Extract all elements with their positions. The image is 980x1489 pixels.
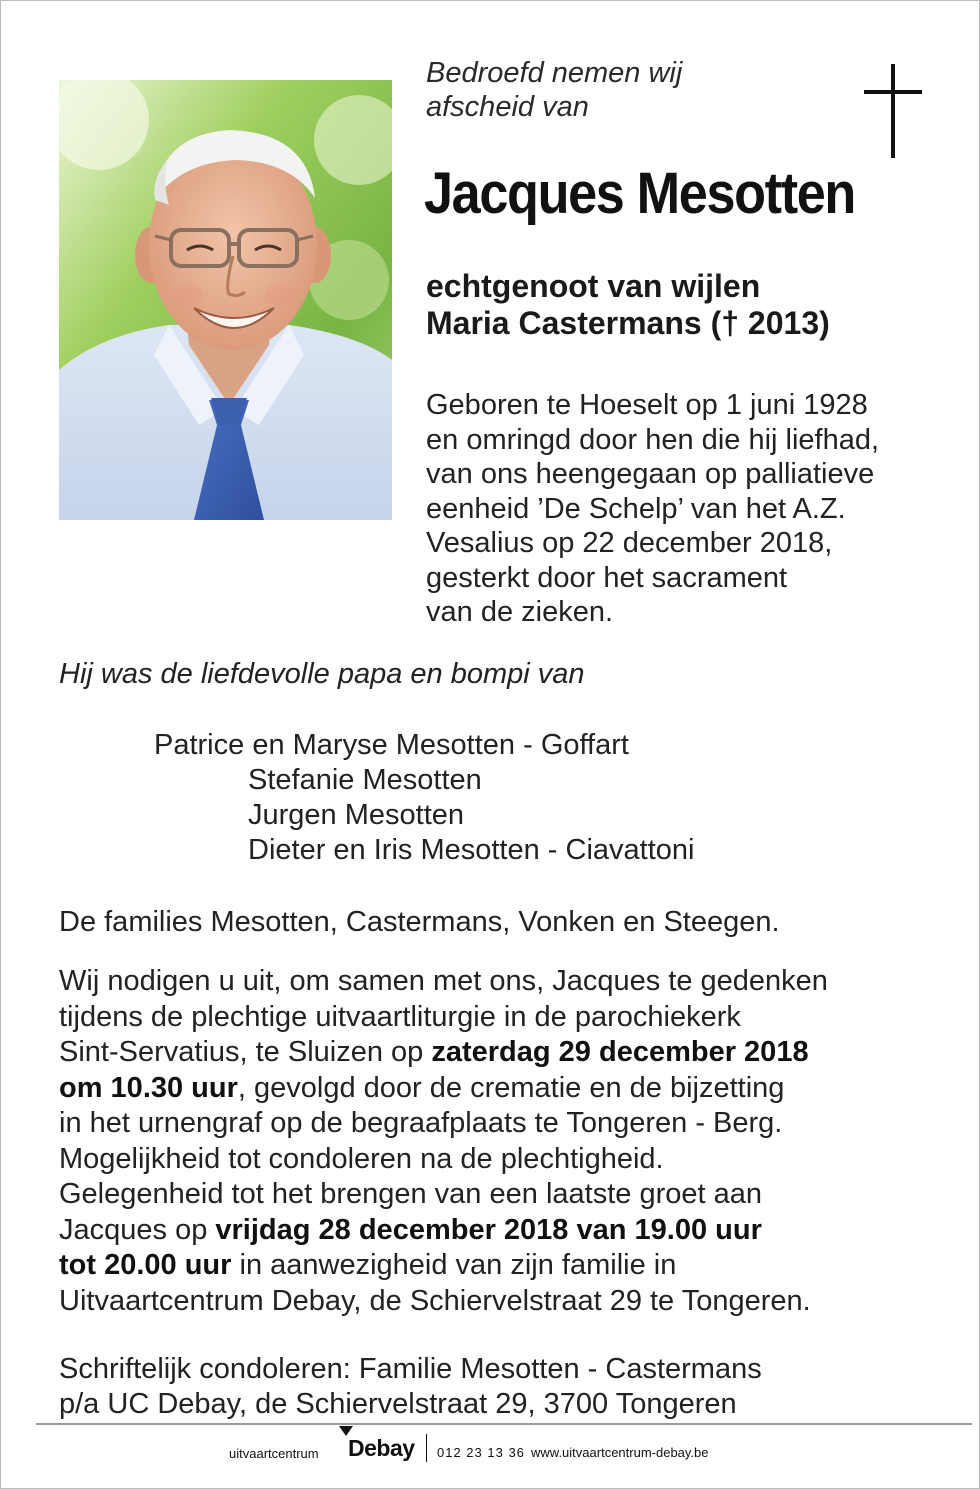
brand-name: Debay (348, 1435, 415, 1461)
invite-line (59, 1071, 959, 1107)
funeral-date: zaterdag 29 december 2018 (431, 1036, 809, 1068)
bio-line: en omringd door hen die hij liefhad, (426, 423, 880, 456)
invite-line (59, 1213, 959, 1249)
footer-phone: 012 23 13 36 (437, 1445, 525, 1460)
child-entry: Patrice en Maryse Mesotten - Goffart (154, 729, 629, 761)
spouse-line-2: Maria Castermans († 2013) (426, 305, 830, 341)
invite-line: tijdens de plechtige uitvaartliturgie in de parochiekerk (59, 1000, 741, 1033)
invite-line: in het urnengraf op de begraafplaats te Tongeren - Berg. (59, 1107, 783, 1139)
viewing-end-time: tot 20.00 uur (59, 1249, 232, 1281)
bio-line: van de zieken. (426, 596, 614, 628)
portrait-photo (59, 80, 392, 520)
loving-statement: Hij was de liefdevolle papa en bompi van (59, 658, 585, 690)
deceased-name: Jacques Mesotten (424, 161, 855, 226)
biography (426, 388, 946, 630)
cross-icon (864, 64, 922, 158)
invite-line: Uitvaartcentrum Debay, de Schiervelstraat 29 te Tongeren. (59, 1284, 811, 1317)
invite-line (59, 1035, 959, 1071)
invite-line: Mogelijkheid tot condoleren na de plechtigheid. (59, 1142, 664, 1175)
spouse-info (426, 268, 946, 342)
invite-text: in aanwezigheid van zijn familie in (231, 1249, 677, 1281)
footer-separator (426, 1434, 427, 1462)
intro-line-1: Bedroefd nemen wij (426, 57, 683, 89)
invite-text: Sint-Servatius, te Sluizen op (59, 1036, 432, 1068)
footer-divider (36, 1423, 972, 1425)
invite-text: Jacques op (59, 1213, 216, 1246)
intro-line-2: afscheid van (426, 91, 589, 123)
children-list (0, 728, 980, 868)
intro-text (426, 56, 846, 124)
bio-line: Vesalius op 22 december 2018, (426, 527, 833, 559)
viewing-date: vrijdag 28 december 2018 van 19.00 uur (215, 1213, 762, 1246)
condolence-address (59, 1352, 959, 1422)
footer (0, 1430, 980, 1470)
child-entry: Stefanie Mesotten (248, 764, 482, 796)
invite-line: Wij nodigen u uit, om samen met ons, Jacques te gedenken (59, 965, 828, 997)
condolence-line-1: Schriftelijk condoleren: Familie Mesotten - Castermans (59, 1353, 762, 1385)
invite-text: , gevolgd door de crematie en de bijzetting (237, 1071, 785, 1104)
invitation-text (59, 964, 959, 1319)
bio-line: gesterkt door het sacrament (426, 561, 788, 594)
spouse-line-1: echtgenoot van wijlen (426, 268, 761, 304)
child-entry: Dieter en Iris Mesotten - Ciavattoni (248, 834, 695, 866)
bio-line: Geboren te Hoeselt op 1 juni 1928 (426, 389, 868, 421)
invite-line (59, 1248, 959, 1284)
footer-website-link[interactable]: www.uitvaartcentrum-debay.be (531, 1445, 709, 1460)
invite-line: Gelegenheid tot het brengen van een laatste groet aan (59, 1178, 762, 1210)
bio-line: van ons heengegaan op palliatieve (426, 458, 875, 490)
child-entry: Jurgen Mesotten (248, 799, 465, 831)
bio-line: eenheid ’De Schelp’ van het A.Z. (426, 492, 846, 525)
families-line: De families Mesotten, Castermans, Vonken en Steegen. (59, 906, 780, 938)
funeral-time: om 10.30 uur (59, 1071, 238, 1104)
brand-small-text: uitvaartcentrum (229, 1446, 319, 1461)
condolence-line-2: p/a UC Debay, de Schiervelstraat 29, 3700 Tongeren (59, 1388, 737, 1420)
